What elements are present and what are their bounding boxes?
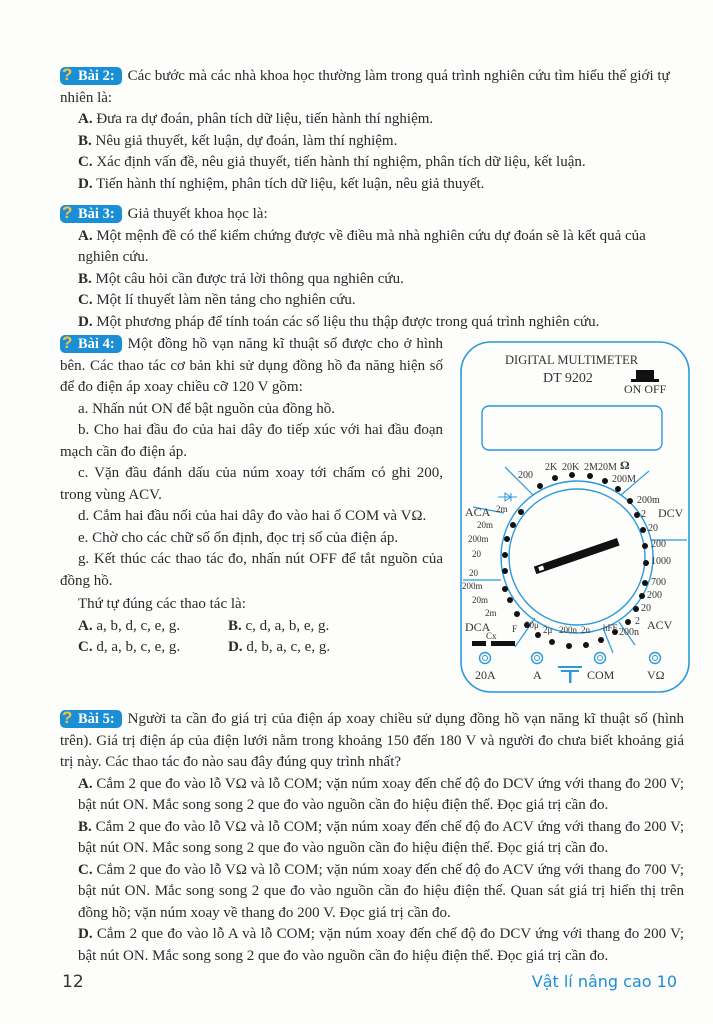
- options-row-1: [60, 616, 443, 638]
- svg-text:20: 20: [641, 603, 651, 614]
- svg-text:COM: COM: [587, 668, 615, 682]
- option-c[interactable]: C. Một lí thuyết làm nền tảng cho nghiên cứu.: [78, 292, 356, 308]
- svg-text:2μ: 2μ: [543, 625, 553, 635]
- step-g: g. Kết thúc các thao tác đo, nhấn nút OFF để tắt nguồn của đồng hồ.: [60, 551, 443, 589]
- svg-text:700: 700: [651, 577, 666, 588]
- diode-icon: [498, 493, 517, 501]
- svg-text:20A: 20A: [475, 668, 496, 682]
- svg-text:200m: 200m: [462, 581, 483, 591]
- question-badge: ? Bài 5:: [60, 710, 122, 728]
- option-b[interactable]: B. Nêu giả thuyết, kết luận, dự đoán, làm thí nghiệm.: [78, 132, 398, 149]
- svg-text:F: F: [512, 624, 518, 634]
- svg-text:20K: 20K: [562, 462, 580, 473]
- cx-socket: [472, 641, 486, 646]
- svg-text:2M: 2M: [584, 462, 598, 473]
- jack-v-ohm[interactable]: [647, 653, 665, 683]
- question-mark-icon: ?: [62, 203, 73, 222]
- step-e: e. Chờ cho các chữ số ổn định, đọc trị số của điện áp.: [78, 529, 399, 546]
- dial-pointer[interactable]: [534, 538, 620, 574]
- step-b: b. Cho hai đầu đo của hai dây đo tiếp xúc với hai đầu đoạn mạch cần đo điện áp.: [60, 422, 443, 460]
- svg-text:200: 200: [651, 539, 666, 550]
- svg-text:20m: 20m: [472, 595, 489, 605]
- jack-20a[interactable]: [475, 653, 496, 683]
- book-title: Vật lí nâng cao 10: [531, 972, 677, 991]
- option-d[interactable]: D. Một phương pháp để tính toán các số liệu thu thập được trong quá trình nghiên cứu.: [78, 313, 600, 330]
- svg-text:200n: 200n: [619, 627, 639, 638]
- question-4: [60, 334, 443, 659]
- svg-text:2m: 2m: [496, 504, 508, 514]
- question-badge: ? Bài 3:: [60, 205, 122, 223]
- question-badge: ? Bài 2:: [60, 67, 122, 85]
- svg-text:200M: 200M: [612, 474, 636, 485]
- question-2: [60, 66, 684, 195]
- svg-text:20: 20: [648, 523, 658, 534]
- svg-text:DCA: DCA: [465, 620, 491, 634]
- option-c[interactable]: C. d, a, b, c, e, g.: [78, 639, 181, 655]
- svg-text:ACV: ACV: [647, 618, 673, 632]
- question-stem: ? Bài 3: Giả thuyết khoa học là:: [62, 203, 268, 222]
- svg-text:2: 2: [641, 509, 646, 520]
- svg-text:VΩ: VΩ: [647, 668, 665, 682]
- svg-text:2m: 2m: [485, 608, 497, 618]
- capacitance-labels: [512, 620, 619, 635]
- question-stem: ? Bài 5: Người ta cần đo giá trị của điện áp xoay chiều sử dụng đồng hồ vạn năng kĩ thuật số (hình trên). Giá trị điện áp của điện lưới nằm trong khoảng 150 đến 180 V và người đo chưa biết khoảng giá trị này. Các thao tác đo nào sau đây đúng quy trình nhất?: [60, 708, 684, 770]
- option-a[interactable]: A. Đưa ra dự đoán, phân tích dữ liệu, tiến hành thí nghiệm.: [78, 111, 434, 127]
- svg-text:A: A: [533, 668, 542, 682]
- option-a[interactable]: A. Một mệnh đề có thể kiểm chứng được về điều mà nhà nghiên cứu dự đoán sẽ là kết quả của nghiên cứu.: [78, 227, 646, 265]
- svg-text:20: 20: [469, 568, 478, 578]
- question-stem: ? Bài 4: Một đồng hồ vạn năng kĩ thuật số được cho ở hình bên. Các thao tác cơ bản khi sử dụng đồng hồ đa năng hiện số để đo điện áp xoay chiều cỡ 120 V gồm:: [60, 333, 443, 395]
- multimeter-diagram: [455, 335, 695, 697]
- svg-text:20: 20: [472, 549, 481, 559]
- question-5: [60, 709, 684, 967]
- multimeter-title: DIGITAL MULTIMETER: [505, 353, 639, 367]
- option-d[interactable]: D. d, b, a, c, e, g.: [228, 639, 331, 655]
- svg-text:Ω: Ω: [620, 458, 630, 472]
- svg-text:ACA: ACA: [465, 505, 491, 519]
- option-b[interactable]: B. Cắm 2 que đo vào lỗ VΩ và lỗ COM; vặn núm xoay đến chế độ đo ACV ứng với thang đo 200 V; bật nút ON. Mắc song song 2 que đo vào nguồn cần đo hiệu điện thế. Đọc giá trị cần đo.: [78, 818, 685, 856]
- option-b[interactable]: B. c, d, a, b, e, g.: [228, 617, 330, 634]
- option-c[interactable]: C. Cắm 2 que đo vào lỗ VΩ và lỗ COM; vặn núm xoay đến chế độ đo ACV ứng với thang đo 700 V; bật nút ON. Mắc song song 2 que đo vào nguồn cần đo hiệu điện thế. Quan sát giá trị hiển thị trên đồng hồ; vặn núm xoay về thang đo 200 V. Đọc giá trị cần đo.: [78, 861, 685, 921]
- svg-text:200n: 200n: [559, 625, 577, 635]
- option-b[interactable]: B. Một câu hỏi cần được trả lời thông qua nghiên cứu.: [78, 270, 404, 287]
- option-d[interactable]: D. Cắm 2 que đo vào lỗ A và lỗ COM; vặn núm xoay đến chế độ đo DCV ứng với thang đo 200 V; bật nút ON. Mắc song song 2 que đo vào nguồn cần đo hiệu điện thế. Đọc giá trị cần đo.: [78, 926, 685, 964]
- jack-a[interactable]: [532, 653, 543, 683]
- step-d: d. Cắm hai đầu nối của hai dây đo vào hai ổ COM và VΩ.: [78, 508, 427, 524]
- acv-labels: [619, 577, 673, 638]
- jacks: [475, 653, 665, 684]
- svg-text:2: 2: [635, 616, 640, 627]
- svg-text:DCV: DCV: [658, 506, 684, 520]
- svg-text:2K: 2K: [545, 462, 558, 473]
- option-c[interactable]: C. Xác định vấn đề, nêu giả thuyết, tiến hành thí nghiệm, phân tích dữ liệu, kết luận.: [78, 154, 586, 170]
- question-stem: ? Bài 2: Các bước mà các nhà khoa học thường làm trong quá trình nghiên cứu tìm hiểu thế giới tự nhiên là:: [60, 65, 670, 106]
- option-a[interactable]: A. Cắm 2 que đo vào lỗ VΩ và lỗ COM; vặn núm xoay đến chế độ đo DCV ứng với thang đo 200 V; bật nút ON. Mắc song song 2 que đo vào nguồn cần đo hiệu điện thế. Đọc giá trị cần đo.: [78, 775, 685, 813]
- jack-com[interactable]: [587, 653, 615, 683]
- svg-text:200: 200: [647, 590, 662, 601]
- svg-text:2n: 2n: [581, 625, 590, 635]
- order-prompt: Thứ tự đúng các thao tác là:: [78, 596, 246, 612]
- multimeter-model: DT 9202: [543, 371, 593, 386]
- dca-labels: [462, 568, 497, 634]
- option-a[interactable]: A. a, b, d, c, e, g.: [78, 617, 181, 634]
- step-a: a. Nhấn nút ON để bật nguồn của đồng hồ.: [78, 400, 336, 417]
- svg-text:20μ: 20μ: [525, 620, 539, 630]
- question-mark-icon: ?: [62, 708, 73, 727]
- svg-text:200: 200: [518, 470, 533, 481]
- svg-text:20m: 20m: [477, 520, 494, 530]
- svg-text:200m: 200m: [637, 495, 660, 506]
- svg-text:1000: 1000: [651, 556, 671, 567]
- options-row-2: [60, 637, 443, 659]
- option-d[interactable]: D. Tiến hành thí nghiệm, phân tích dữ liệu, kết luận, nêu giả thuyết.: [78, 175, 485, 192]
- question-badge: ? Bài 4:: [60, 335, 122, 353]
- power-label: ON OFF: [624, 382, 667, 396]
- question-mark-icon: ?: [62, 65, 73, 84]
- question-3: [60, 204, 684, 333]
- svg-text:200m: 200m: [468, 534, 489, 544]
- ground-icon: [558, 666, 582, 683]
- page-number: 12: [62, 972, 84, 992]
- svg-text:20M: 20M: [598, 462, 617, 473]
- question-mark-icon: ?: [62, 333, 73, 352]
- lcd-display: [482, 406, 662, 450]
- cx-socket: [491, 641, 515, 646]
- svg-text:hFE: hFE: [603, 623, 619, 633]
- step-c: c. Vặn đầu đánh dấu của núm xoay tới chấm có ghi 200, trong vùng ACV.: [60, 465, 443, 503]
- cx-label: Cx: [486, 631, 497, 641]
